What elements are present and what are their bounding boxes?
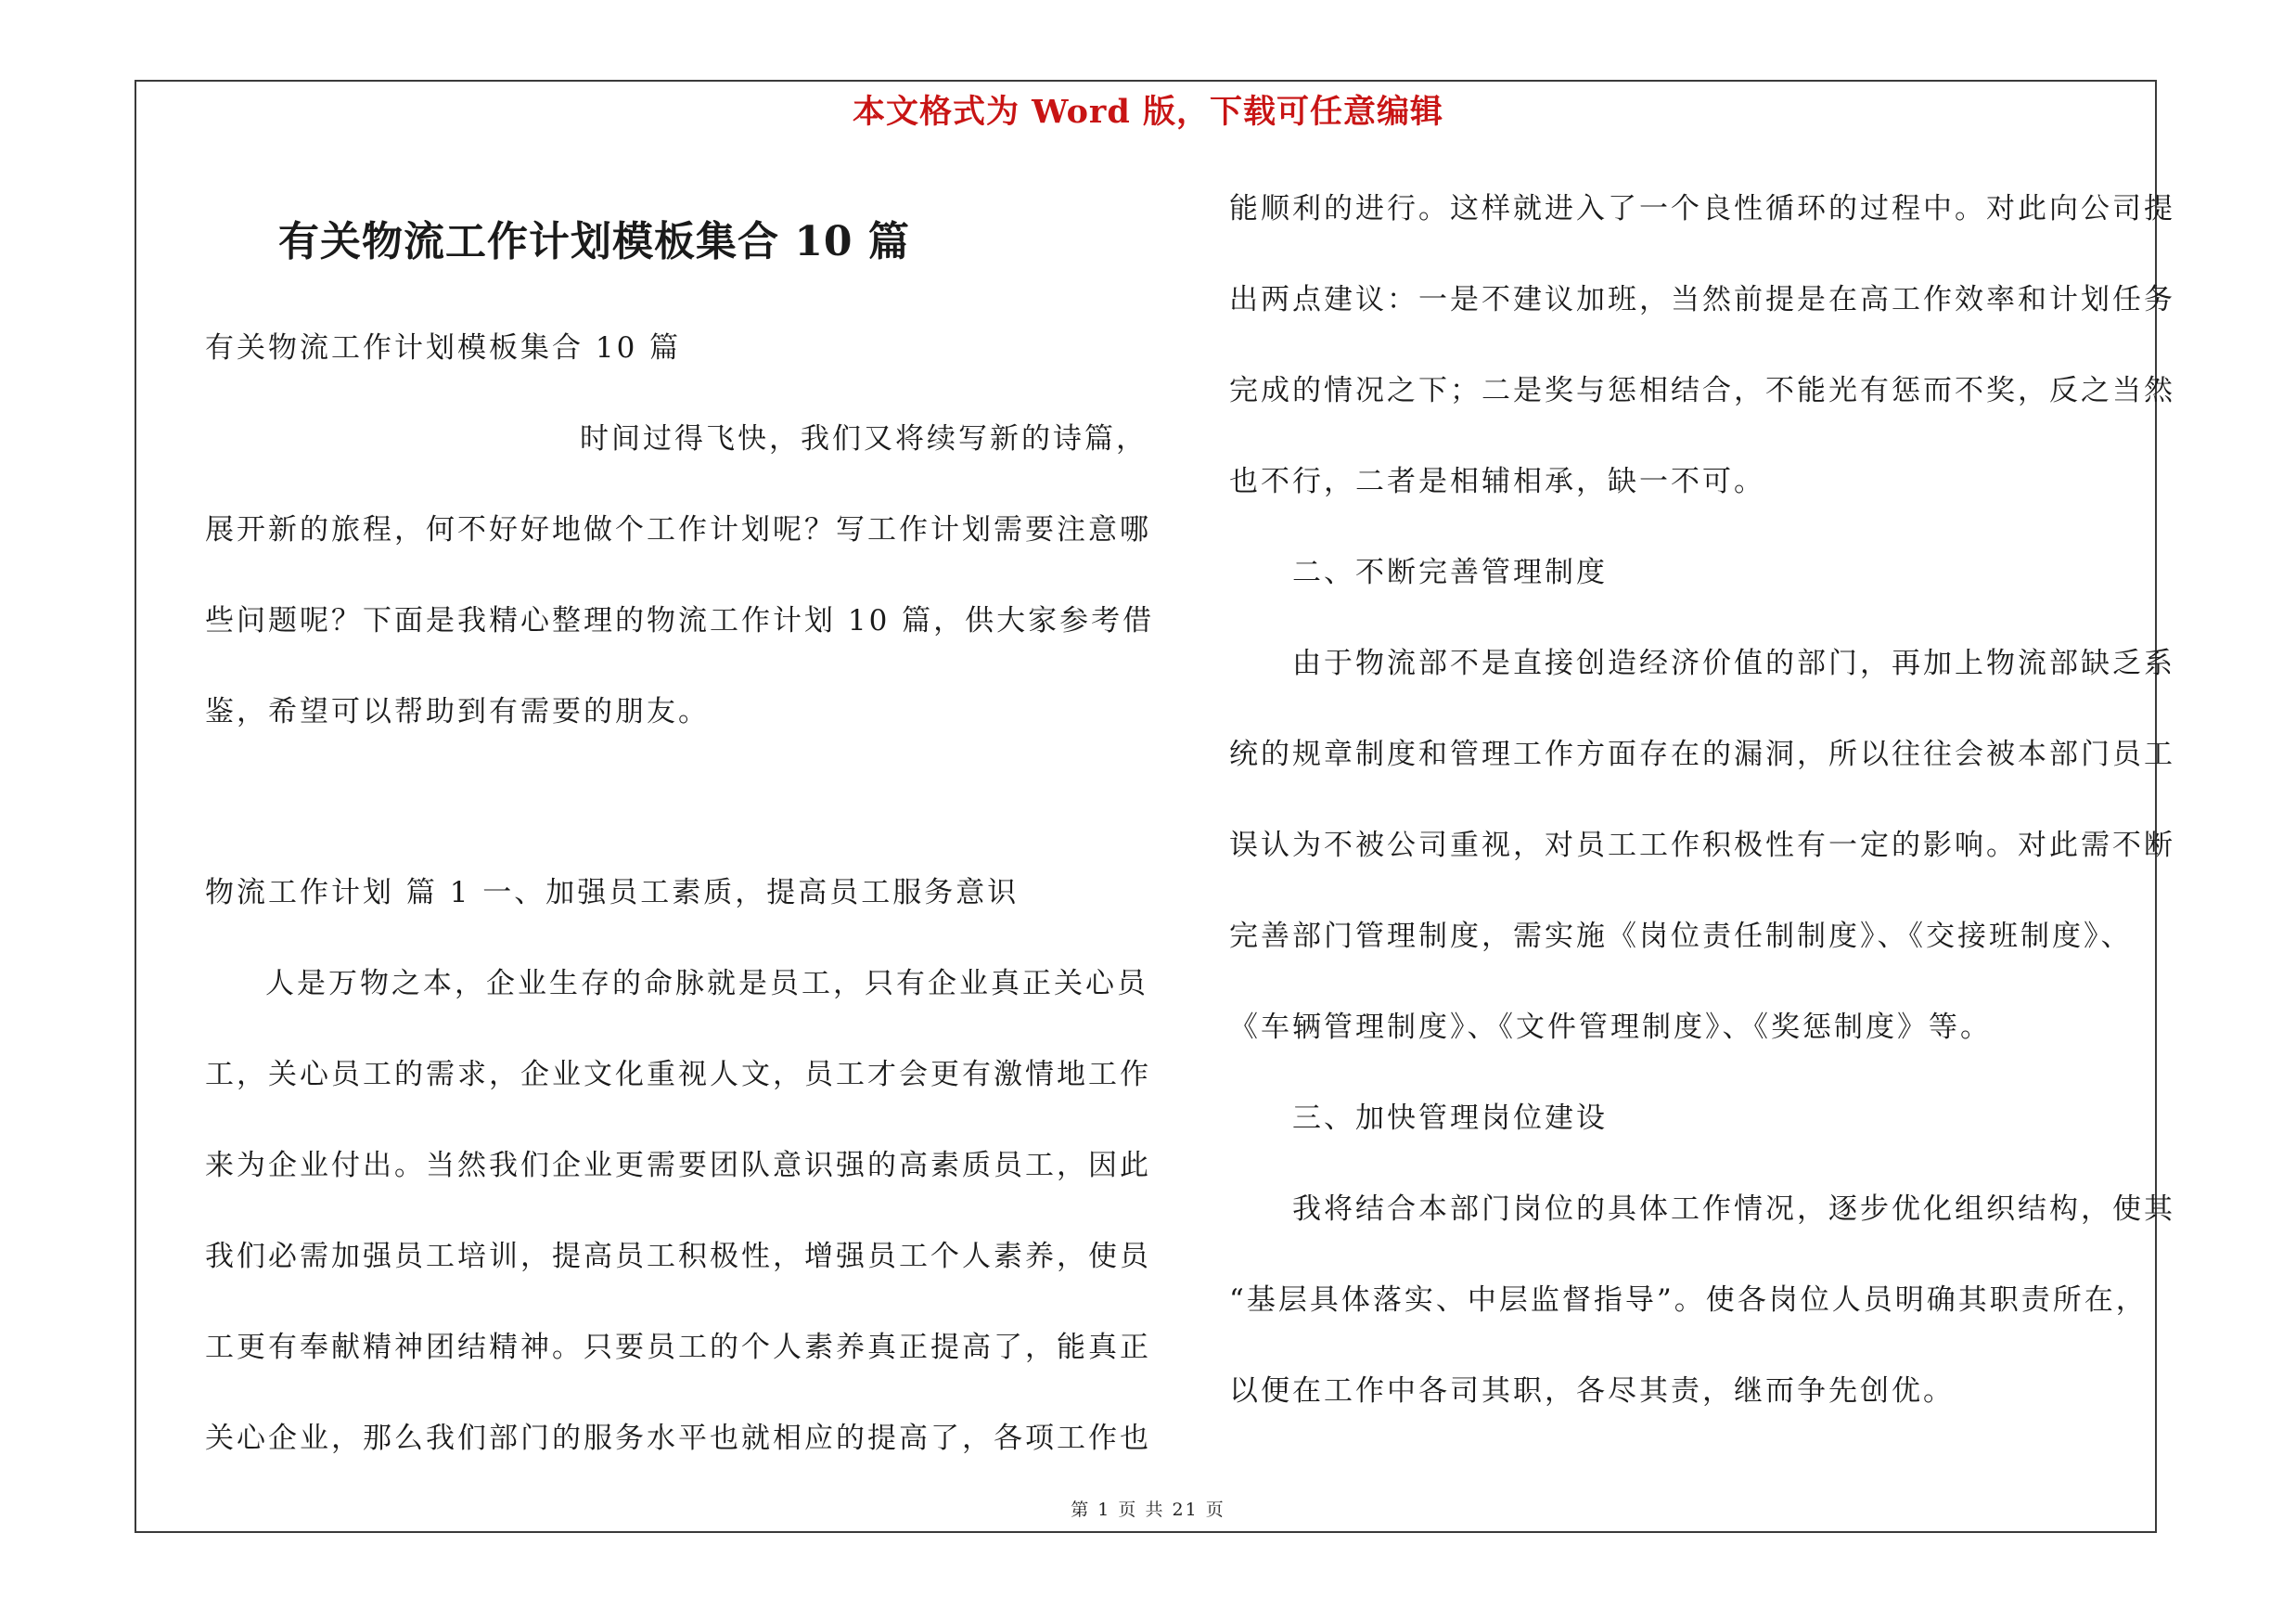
body-line: 《车辆管理制度》、《文件管理制度》、《奖惩制度》等。: [1229, 1011, 1992, 1044]
body-line: 我将结合本部门岗位的具体工作情况，逐步优化组织结构，使其: [1292, 1192, 2175, 1226]
body-line: 能顺利的进行。这样就进入了一个良性循环的过程中。对此向公司提: [1229, 192, 2175, 225]
body-line: 也不行，二者是相辅相承，缺一不可。: [1229, 465, 1765, 498]
document-title: 有关物流工作计划模板集合 10 篇: [278, 218, 910, 265]
body-line: 工，关心员工的需求，企业文化重视人文，员工才会更有激情地工作: [205, 1058, 1151, 1091]
body-line: 完善部门管理制度，需实施《岗位责任制制度》、《交接班制度》、: [1229, 920, 2133, 953]
body-line: 我们必需加强员工培训，提高员工积极性，增强员工个人素养，使员: [205, 1240, 1151, 1273]
body-line: 工更有奉献精神团结精神。只要员工的个人素养真正提高了，能真正: [205, 1331, 1151, 1364]
intro-line: 些问题呢？下面是我精心整理的物流工作计划 10 篇，供大家参考借: [205, 604, 1155, 638]
subtitle: 有关物流工作计划模板集合 10 篇: [205, 331, 682, 365]
page-number: 第 1 页 共 21 页: [1071, 1500, 1225, 1520]
intro-line: 展开新的旅程，何不好好地做个工作计划呢？写工作计划需要注意哪: [205, 513, 1151, 547]
body-line: 以便在工作中各司其职，各尽其责，继而争先创优。: [1229, 1374, 1955, 1408]
section-heading: 二、不断完善管理制度: [1292, 556, 1608, 589]
body-line: 关心企业，那么我们部门的服务水平也就相应的提高了，各项工作也: [205, 1422, 1151, 1455]
body-line: 来为企业付出。当然我们企业更需要团队意识强的高素质员工，因此: [205, 1149, 1151, 1182]
body-line: 由于物流部不是直接创造经济价值的部门，再加上物流部缺乏系: [1292, 647, 2175, 680]
body-line: 误认为不被公司重视，对员工工作积极性有一定的影响。对此需不断: [1229, 829, 2175, 862]
body-line: 统的规章制度和管理工作方面存在的漏洞，所以往往会被本部门员工: [1229, 738, 2175, 771]
body-line: “基层具体落实、中层监督指导”。使各岗位人员明确其职责所在，: [1229, 1283, 2148, 1317]
body-line: 出两点建议：一是不建议加班，当然前提是在高工作效率和计划任务: [1229, 283, 2175, 316]
intro-line: 时间过得飞快，我们又将续写新的诗篇，: [580, 422, 1148, 456]
format-banner: 本文格式为 Word 版，下载可任意编辑: [852, 93, 1444, 131]
intro-line: 鉴，希望可以帮助到有需要的朋友。: [205, 695, 710, 728]
plan-heading: 物流工作计划 篇 1 一、加强员工素质，提高员工服务意识: [205, 876, 1020, 909]
body-line: 人是万物之本，企业生存的命脉就是员工，只有企业真正关心员: [265, 967, 1148, 1000]
section-heading: 三、加快管理岗位建设: [1292, 1101, 1608, 1135]
body-line: 完成的情况之下；二是奖与惩相结合，不能光有惩而不奖，反之当然: [1229, 374, 2175, 407]
